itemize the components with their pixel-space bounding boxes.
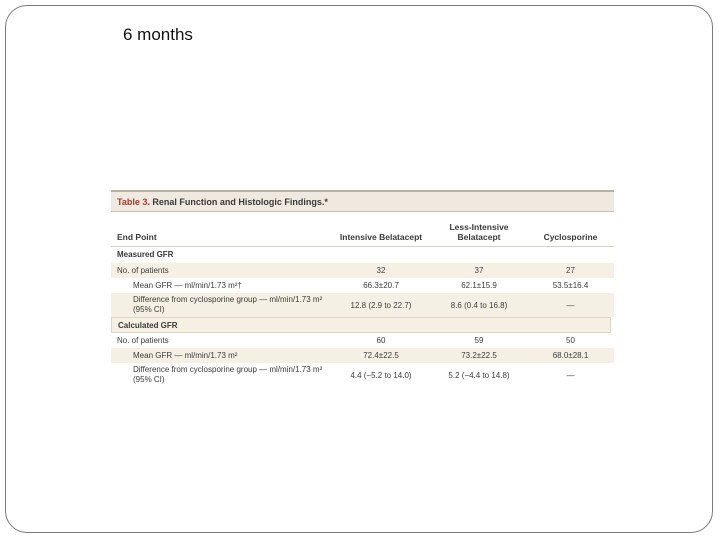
cell-cyclosporine: 53.5±16.4 [552, 281, 589, 290]
section-label-measured-gfr: Measured GFR [117, 250, 174, 259]
row-label: Mean GFR — ml/min/1.73 m² [133, 351, 238, 360]
column-header-row [111, 212, 614, 247]
section-label-calculated-gfr: Calculated GFR [111, 317, 611, 333]
table-row [111, 348, 614, 363]
table-title: Renal Function and Histologic Findings.* [152, 197, 328, 207]
cell-less-intensive: 73.2±22.5 [461, 351, 497, 360]
cell-less-intensive: 37 [474, 266, 484, 275]
cell-less-intensive: 8.6 (0.4 to 16.8) [450, 300, 508, 310]
cell-cyclosporine: — [566, 370, 575, 380]
table-row [111, 278, 614, 293]
col-header-intensive: Intensive Belatacept [339, 232, 423, 242]
table-row [111, 333, 614, 348]
row-label: Mean GFR — ml/min/1.73 m²† [133, 281, 242, 290]
row-label: No. of patients [117, 266, 169, 275]
cell-cyclosporine: 27 [566, 266, 575, 275]
cell-less-intensive: 5.2 (−4.4 to 14.8) [448, 370, 510, 380]
table-row [111, 263, 614, 278]
table-number: Table 3. [117, 197, 150, 207]
slide-title: 6 months [123, 25, 193, 44]
row-label: No. of patients [117, 336, 169, 345]
cell-cyclosporine: — [566, 300, 575, 310]
cell-less-intensive: 62.1±15.9 [461, 281, 497, 290]
row-label: Difference from cyclosporine group — ml/min/1.73 m² (95% CI) [133, 295, 323, 314]
cell-cyclosporine: 50 [566, 336, 575, 345]
cell-less-intensive: 59 [474, 336, 484, 345]
cell-cyclosporine: 68.0±28.1 [552, 351, 589, 360]
cell-intensive: 32 [376, 266, 386, 275]
col-header-less-intensive: Less-Intensive Belatacept [449, 222, 509, 242]
cell-intensive: 60 [376, 336, 386, 345]
row-label: Difference from cyclosporine group — ml/min/1.73 m² (95% CI) [133, 365, 323, 384]
table-row [111, 363, 614, 387]
table-figure [111, 190, 614, 387]
col-header-endpoint: End Point [117, 232, 157, 242]
col-header-cyclosporine: Cyclosporine [543, 232, 598, 242]
table-caption [111, 190, 614, 212]
cell-intensive: 66.3±20.7 [363, 281, 399, 290]
cell-intensive: 12.8 (2.9 to 22.7) [350, 300, 412, 310]
cell-intensive: 4.4 (−5.2 to 14.0) [350, 370, 412, 380]
table-row [111, 293, 614, 317]
cell-intensive: 72.4±22.5 [363, 351, 399, 360]
